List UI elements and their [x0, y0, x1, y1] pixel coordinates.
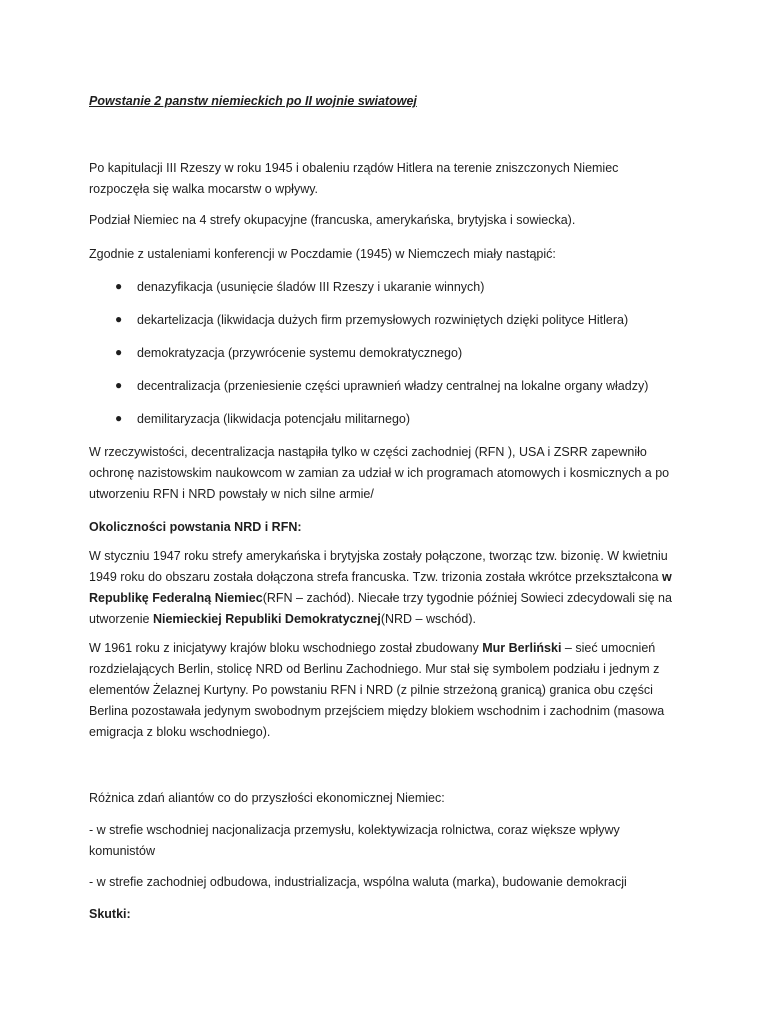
- difference-heading-text: Różnica zdań aliantów co do przyszłości ekonomicznej Niemiec:: [89, 791, 445, 805]
- circumstances-bold-text: w: [661, 570, 672, 584]
- bullet-item: decentralizacja (przeniesienie części uprawnień władzy centralnej na lokalne organy władzy): [137, 379, 649, 393]
- wall-line-1: [89, 638, 689, 659]
- bullet-dot-icon: ●: [115, 345, 123, 359]
- intro-line-2: rozpoczęła się walka mocarstw o wpływy.: [89, 182, 319, 196]
- bullet-item: demilitaryzacja (likwidacja potencjału militarnego): [137, 412, 411, 426]
- rfn-name: Republikę Federalną Niemiec: [89, 591, 263, 605]
- wall-line-4: Berlina pozostawała jedynym swobodnym przejściem między blokiem wschodnim i zachodnim (masowa: [89, 704, 665, 718]
- bullet-item: dekartelizacja (likwidacja dużych firm przemysłowych rozwiniętych dzięki polityce Hitlera): [137, 313, 629, 327]
- circumstances-heading: Okoliczności powstania NRD i RFN:: [89, 520, 302, 534]
- bullet-dot-icon: ●: [115, 411, 123, 425]
- reality-line-1: W rzeczywistości, decentralizacja nastąpiła tylko w części zachodniej (RFN ), USA i ZSRR zapewniło: [89, 445, 647, 459]
- circumstances-line-4: [89, 609, 689, 630]
- bullet-dot-icon: ●: [115, 279, 123, 293]
- circumstances-text: (NRD – wschód).: [380, 612, 476, 626]
- document-title: Powstanie 2 panstw niemieckich po II wojnie swiatowej: [89, 94, 417, 108]
- circumstances-text: (RFN – zachód). Niecałe trzy tygodnie później Sowieci zdecydowali się na: [262, 591, 672, 605]
- east-line-2: komunistów: [89, 844, 155, 858]
- east-line-1: - w strefie wschodniej nacjonalizacja przemysłu, kolektywizacja rolnictwa, coraz większe wpływy: [89, 823, 620, 837]
- difference-heading: [89, 788, 689, 809]
- circumstances-paragraph: [89, 546, 689, 630]
- bullet-item: denazyfikacja (usunięcie śladów III Rzeszy i ukaranie winnych): [137, 280, 485, 294]
- circumstances-text: utworzenie: [89, 612, 153, 626]
- west-line: - w strefie zachodniej odbudowa, industrializacja, wspólna waluta (marka), budowanie demokracji: [89, 875, 627, 889]
- circumstances-text: 1949 roku do obszaru została dołączona strefa francuska. Tzw. trizonia została wkrótce przekształcona: [89, 570, 662, 584]
- wall-text: W 1961 roku z inicjatywy krajów bloku wschodniego został zbudowany: [89, 641, 483, 655]
- intro-line-1: Po kapitulacji III Rzeszy w roku 1945 i obaleniu rządów Hitlera na terenie zniszczonych Niemiec: [89, 161, 619, 175]
- effects-heading: Skutki:: [89, 907, 131, 921]
- potsdam-line: Zgodnie z ustaleniami konferencji w Poczdamie (1945) w Niemczech miały nastąpić:: [89, 247, 556, 261]
- division-paragraph: [89, 210, 689, 231]
- bullet-dot-icon: ●: [115, 378, 123, 392]
- circumstances-line-1: W styczniu 1947 roku strefy amerykańska i brytyjska zostały połączone, tworząc tzw. bizonię. W kwietniu: [89, 549, 668, 563]
- potsdam-paragraph: [89, 244, 689, 265]
- circumstances-line-2: [89, 567, 689, 588]
- nrd-name: Niemieckiej Republiki Demokratycznej: [152, 612, 381, 626]
- wall-line-2: rozdzielających Berlin, stolicę NRD od Berlinu Zachodniego. Mur stał się symbolem podziału i jednym z: [89, 662, 660, 676]
- reality-line-2: ochronę nazistowskim naukowcom w zamian za udział w ich programach atomowych i kosmicznych a po: [89, 466, 670, 480]
- reality-line-3: utworzeniu RFN i NRD powstały w nich silne armie/: [89, 487, 374, 501]
- reality-paragraph: [89, 442, 689, 505]
- east-paragraph: [89, 820, 689, 862]
- wall-line-3: elementów Żelaznej Kurtyny. Po powstaniu RFN i NRD (z pilnie strzeżoną granicą) granica obu części: [89, 683, 653, 697]
- west-paragraph: [89, 872, 689, 893]
- bullet-dot-icon: ●: [115, 312, 123, 326]
- division-line: Podział Niemiec na 4 strefy okupacyjne (francuska, amerykańska, brytyjska i sowiecka).: [89, 213, 576, 227]
- circumstances-line-3: [89, 588, 689, 609]
- wall-paragraph: [89, 638, 689, 743]
- wall-text: – sieć umocnień: [561, 641, 656, 655]
- berlin-wall-name: Mur Berliński: [482, 641, 562, 655]
- bullet-item: demokratyzacja (przywrócenie systemu demokratycznego): [137, 346, 463, 360]
- wall-line-5: emigracja z bloku wschodniego).: [89, 725, 271, 739]
- intro-paragraph: [89, 158, 689, 200]
